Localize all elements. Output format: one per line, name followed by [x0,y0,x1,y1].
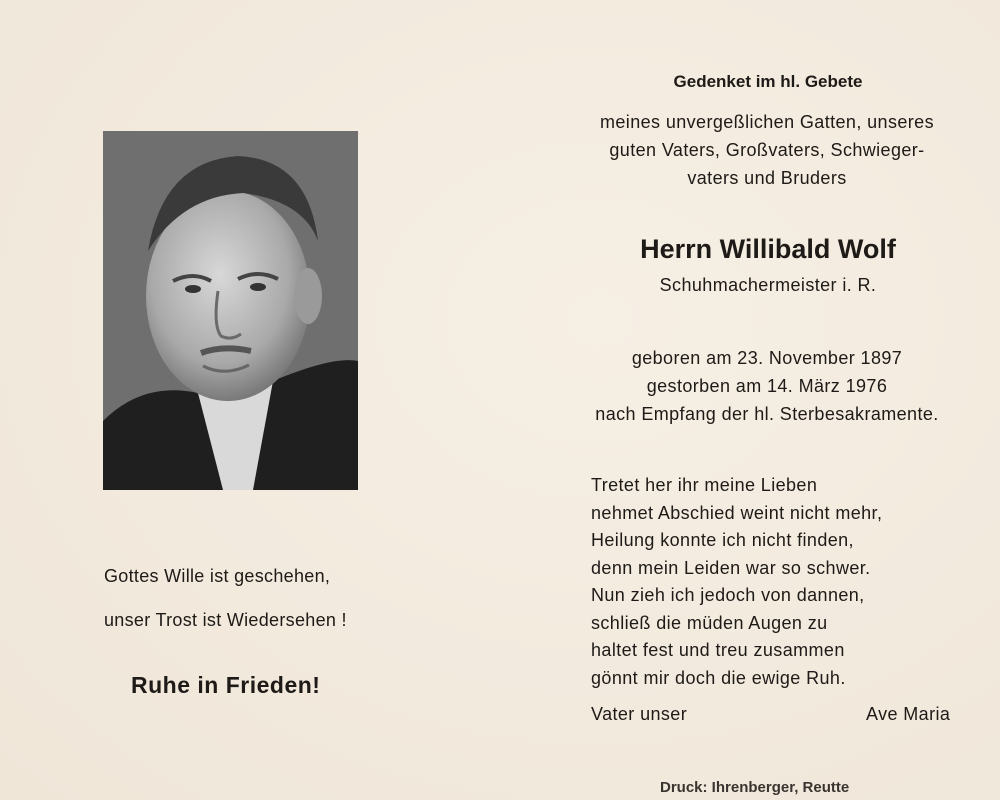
deceased-name: Herrn Willibald Wolf [640,234,896,264]
prayer-ave-maria: Ave Maria [866,704,951,724]
portrait-photo [103,131,358,490]
portrait-illustration [103,131,358,490]
date-line: geboren am 23. November 1897 [631,348,903,368]
verse-line-2: unser Trost ist Wiedersehen ! [104,610,347,630]
intro-text [560,108,974,192]
prayer-vater-unser: Vater unser [591,704,688,724]
intro-line: meines unvergeßlichen Gatten, unseres [600,112,934,132]
intro-line: vaters und Bruders [687,168,847,188]
poem-line: haltet fest und treu zusammen [591,640,845,660]
poem-line: denn mein Leiden war so schwer. [591,557,871,578]
closing-text: Ruhe in Frieden! [131,672,321,698]
date-line: gestorben am 14. März 1976 [646,376,888,396]
intro-line: guten Vaters, Großvaters, Schwieger- [609,140,925,160]
verse-line-1: Gottes Wille ist geschehen, [104,566,331,586]
poem [591,472,882,692]
prayer-heading: Gedenket im hl. Gebete [673,72,863,91]
poem-line: Nun zieh ich jedoch von dannen, [591,585,865,605]
life-dates [560,344,974,428]
poem-line: Tretet her ihr meine Lieben [591,475,818,495]
poem-line: gönnt mir doch die ewige Ruh. [591,667,846,688]
poem-line: schließ die müden Augen zu [591,612,828,633]
poem-line: Heilung konnte ich nicht finden, [591,530,854,550]
deceased-title: Schuhmachermeister i. R. [659,275,877,295]
date-line: nach Empfang der hl. Sterbesakramente. [595,404,939,424]
printer-credit: Druck: Ihrenberger, Reutte [660,779,850,796]
poem-line: nehmet Abschied weint nicht mehr, [591,502,883,523]
